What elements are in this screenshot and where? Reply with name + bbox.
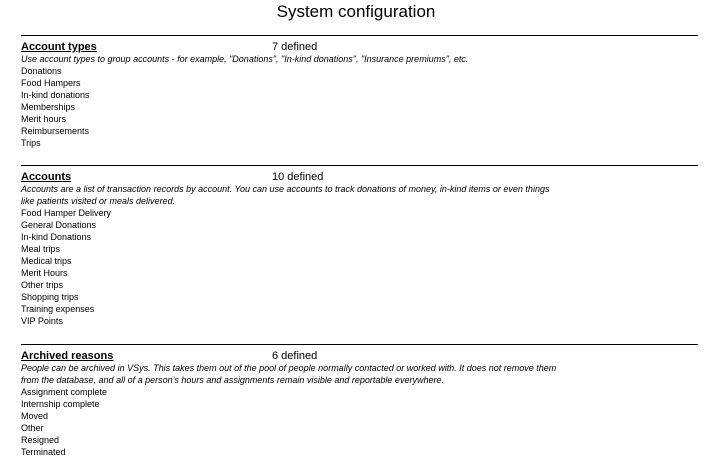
section-count: 10 defined bbox=[272, 171, 324, 183]
list-item: Food Hampers bbox=[21, 78, 81, 88]
section-accounts bbox=[21, 165, 698, 327]
section-count: 7 defined bbox=[272, 41, 318, 53]
list-item: Other trips bbox=[21, 280, 64, 290]
section-header bbox=[21, 41, 698, 53]
list-item: Merit hours bbox=[21, 114, 67, 124]
list-item: Meal trips bbox=[21, 244, 61, 254]
list-item: Other bbox=[21, 423, 44, 433]
section-header bbox=[21, 350, 698, 362]
list-item: Medical trips bbox=[21, 256, 72, 266]
section-title[interactable]: Account types bbox=[21, 41, 97, 53]
section-header bbox=[21, 171, 698, 183]
section-description: People can be archived in VSys. This takes them out of the pool of people normally contacted or worked with. It does not remove them from the database, and all of a person's hours and assignments remain visible and reportable everywhere. bbox=[21, 363, 557, 385]
archived-reasons-list bbox=[21, 386, 698, 458]
section-divider bbox=[21, 35, 698, 36]
list-item: Resigned bbox=[21, 435, 60, 445]
section-archived-reasons bbox=[21, 344, 698, 458]
section-description: Accounts are a list of transaction records by account. You can use accounts to track donations of money, in-kind items or even things like patients visited or meals delivered. bbox=[21, 184, 550, 206]
section-account-types bbox=[21, 35, 698, 149]
list-item: Shopping trips bbox=[21, 292, 79, 302]
accounts-list bbox=[21, 207, 698, 327]
list-item: Donations bbox=[21, 66, 62, 76]
list-item: VIP Points bbox=[21, 316, 63, 326]
list-item: Assignment complete bbox=[21, 387, 108, 397]
list-item: Reimbursements bbox=[21, 126, 90, 136]
section-count: 6 defined bbox=[272, 350, 318, 362]
list-item: Terminated bbox=[21, 447, 66, 457]
section-description: Use account types to group accounts - for example, "Donations", "In-kind donations", "Insurance premiums", etc. bbox=[21, 54, 469, 64]
list-item: General Donations bbox=[21, 220, 97, 230]
list-item: Moved bbox=[21, 411, 49, 421]
page-title: System configuration bbox=[276, 2, 436, 21]
section-divider bbox=[21, 344, 698, 345]
list-item: In-kind donations bbox=[21, 90, 90, 100]
list-item: In-kind Donations bbox=[21, 232, 92, 242]
list-item: Food Hamper Delivery bbox=[21, 208, 112, 218]
list-item: Merit Hours bbox=[21, 268, 68, 278]
account-types-list bbox=[21, 65, 698, 149]
list-item: Trips bbox=[21, 138, 41, 148]
list-item: Training expenses bbox=[21, 304, 95, 314]
section-title[interactable]: Accounts bbox=[21, 171, 72, 183]
list-item: Internship complete bbox=[21, 399, 100, 409]
section-divider bbox=[21, 165, 698, 166]
list-item: Memberships bbox=[21, 102, 76, 112]
section-title[interactable]: Archived reasons bbox=[21, 350, 114, 362]
